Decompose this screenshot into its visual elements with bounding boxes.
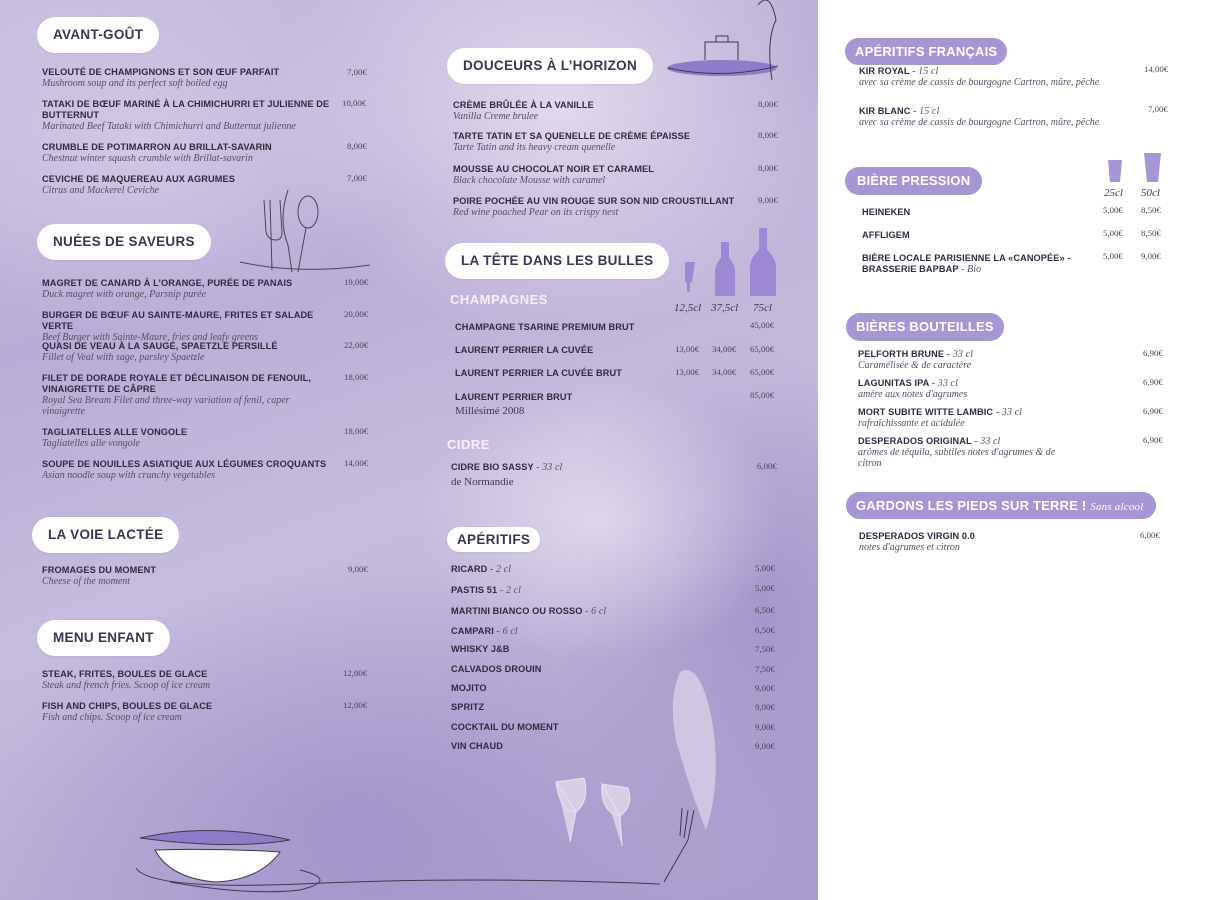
item-desc: Fish and chips. Scoop of ice cream [42,712,182,723]
item-price: 65,00€ [750,367,775,377]
item-note: - 2 cl [489,564,512,575]
menu-item [858,378,1098,400]
item-price: 34,00€ [712,367,737,377]
menu-item [42,669,327,691]
menu-item [42,459,337,481]
item-price: 6,90€ [1143,348,1163,358]
item-desc: Cheese of the moment [42,576,131,587]
menu-item [451,741,711,752]
menu-item [42,278,337,300]
menu-item [859,531,1099,553]
menu-item [42,99,337,132]
item-name: BIÈRE LOCALE PARISIENNE LA «CANOPÉE» - BRASSERIE BAPBAP [862,253,1071,274]
item-name: MOUSSE AU CHOCOLAT NOIR ET CARAMEL [453,164,654,174]
item-note: - 15 cl [912,66,939,77]
item-price: 8,00€ [758,99,778,109]
item-name: CHAMPAGNE TSARINE PREMIUM BRUT [455,322,635,332]
item-price: 9,00€ [755,741,775,751]
menu-item [42,565,327,587]
item-price: 18,00€ [344,372,369,382]
item-desc: arômes de téquila, subtiles notes d'agrumes & de citron [858,447,1056,469]
section-title-aperitifs-francais: APÉRITIFS FRANÇAIS [845,38,1007,65]
section-title-nuees: NUÉES DE SAVEURS [37,224,211,260]
item-desc: Royal Sea Bream Filet and three-way variation of fenil, caper vinaigrette [42,395,290,417]
item-name: QUASI DE VEAU À LA SAUGE, SPAETZLE PERSILLÉ [42,341,278,351]
item-name: CIDRE BIO SASSY [451,462,534,472]
menu-item [455,322,665,333]
item-name: VIN CHAUD [451,741,503,751]
menu-item [42,174,327,196]
item-desc: Caramélisée & de caractère [858,360,972,371]
item-price: 7,00€ [347,67,367,77]
item-note: - 33 cl [974,436,1001,447]
item-name: CAMPARI [451,626,494,636]
menu-item [42,427,332,449]
menu-item [451,462,681,488]
menu-item [858,436,1058,469]
fork-icon [664,808,694,882]
item-name: FROMAGES DU MOMENT [42,565,157,575]
item-name: DESPERADOS VIRGIN 0.0 [859,531,975,541]
item-name: TATAKI DE BŒUF MARINÉ À LA CHIMICHURRI ET JULIENNE DE BUTTERNUT [42,99,330,120]
item-price: 6,50€ [755,625,775,635]
menu-item [453,100,743,122]
item-name: VELOUTÉ DE CHAMPIGNONS ET SON ŒUF PARFAIT [42,67,280,77]
item-price: 13,00€ [675,344,700,354]
item-price: 12,00€ [343,700,368,710]
item-price: 22,00€ [344,340,369,350]
item-sub: de Normandie [451,476,514,488]
item-name: WHISKY J&B [451,644,510,654]
item-price: 9,00€ [1141,251,1161,261]
item-name: RICARD [451,564,488,574]
item-price: 10,00€ [342,98,367,108]
item-desc: Asian noodle soup with crunchy vegetables [42,470,216,481]
subheading-champagnes: CHAMPAGNES [450,292,548,307]
menu-item [453,164,743,186]
item-name: KIR BLANC [859,106,911,116]
item-note: - 33 cl [995,407,1022,418]
item-price: 34,00€ [712,344,737,354]
menu-item [451,585,711,596]
section-title-sans-alcool [846,492,1156,519]
item-name: LAGUNITAS IPA [858,378,930,388]
item-price: 85,00€ [750,390,775,400]
item-note: - Bio [961,264,982,275]
menu-item [455,345,665,356]
menu-item [455,392,665,417]
section-title-voie-lactee: LA VOIE LACTÉE [32,517,179,553]
item-price: 6,50€ [755,605,775,615]
wine-glasses-icon [556,778,630,846]
menu-item [42,341,337,363]
item-price: 7,50€ [755,644,775,654]
item-price: 20,00€ [344,309,369,319]
item-name: MORT SUBITE WITTE LAMBIC [858,407,994,417]
item-price: 8,00€ [347,141,367,151]
beer-glass-icons [1100,150,1170,186]
item-desc: avec sa crème de cassis de bourgogne Cartron, mûre, pêche [859,77,1100,88]
item-desc: Citrus and Mackerel Ceviche [42,185,160,196]
item-desc: Tagliatelles alle vongole [42,438,140,449]
item-name: SPRITZ [451,702,485,712]
item-desc: Black chocolate Mousse with caramel [453,175,606,186]
item-price: 9,00€ [755,683,775,693]
section-title-bulles: LA TÊTE DANS LES BULLES [445,243,669,279]
item-name: FISH AND CHIPS, BOULES DE GLACE [42,701,213,711]
item-price: 8,00€ [758,163,778,173]
item-name: LAURENT PERRIER LA CUVÉE BRUT [455,368,622,378]
item-note: - 33 cl [946,349,974,360]
item-price: 8,50€ [1141,228,1161,238]
item-name: MARTINI BIANCO OU ROSSO [451,606,583,616]
item-price: 5,00€ [1103,228,1123,238]
menu-item [42,67,327,89]
item-name: TARTE TATIN ET SA QUENELLE DE CRÈME ÉPAISSE [453,131,691,141]
item-price: 6,90€ [1143,377,1163,387]
menu-item [451,564,711,575]
item-price: 19,00€ [344,277,369,287]
menu-item [42,310,337,343]
item-name: LAURENT PERRIER BRUT [455,392,573,402]
item-price: 9,00€ [348,564,368,574]
section-title-avant-gout: AVANT-GOÛT [37,17,159,53]
menu-item [451,606,711,617]
menu-item [858,349,1098,371]
menu-item [451,683,711,694]
item-desc: notes d'agrumes et citron [859,542,960,553]
item-desc: Beef Burger with Sainte-Maure, fries and leafy greens [42,332,259,343]
item-desc: avec sa crème de cassis de bourgogne Cartron, mûre, pêche [859,117,1100,128]
item-name: CALVADOS DROUIN [451,664,542,674]
item-name: CEVICHE DE MAQUEREAU AUX AGRUMES [42,174,235,184]
item-desc: Steak and french fries. Scoop of ice cream [42,680,211,691]
item-price: 65,00€ [750,344,775,354]
item-price: 7,00€ [347,173,367,183]
item-desc: Marinated Beef Tataki with Chimichurri and Butternut julienne [42,121,296,132]
item-price: 6,00€ [1140,530,1160,540]
item-name: SOUPE DE NOUILLES ASIATIQUE AUX LÉGUMES CROQUANTS [42,459,327,469]
section-title-aperitifs: APÉRITIFS [447,527,540,552]
item-name: AFFLIGEM [862,230,910,240]
menu-item [858,407,1098,429]
item-desc: amère aux notes d'agrumes [858,389,968,400]
item-desc: Chestnut winter squash crumble with Brillat-savarin [42,153,253,164]
item-price: 9,00€ [758,195,778,205]
menu-item [451,702,711,713]
section-subtitle: Sans alcool [1090,501,1144,513]
item-desc: rafraîchissante et acidulée [858,418,965,429]
menu-item [42,142,327,164]
section-title-biere-pression: BIÈRE PRESSION [845,167,982,195]
menu-item [42,701,327,723]
menu-item [453,196,748,218]
item-name: PELFORTH BRUNE [858,349,945,359]
item-desc: Red wine poached Pear on its crispy nest [453,207,619,218]
item-price: 5,00€ [1103,251,1123,261]
cake-dome-icon [667,0,778,80]
size-label: 75cl [753,302,772,314]
item-name: CRÈME BRÛLÉE À LA VANILLE [453,100,594,110]
item-desc: Tarte Tatin and its heavy cream quenelle [453,142,616,153]
menu-item [451,644,711,655]
item-price: 9,00€ [755,722,775,732]
item-name: HEINEKEN [862,207,911,217]
item-name: DESPERADOS ORIGINAL [858,436,972,446]
item-price: 6,90€ [1143,435,1163,445]
item-note: - 33 cl [536,462,563,473]
item-price: 18,00€ [344,426,369,436]
subheading-cidre: CIDRE [447,437,490,452]
bottle-icons [685,228,776,296]
size-label: 25cl [1104,187,1123,199]
item-name: KIR ROYAL [859,66,910,76]
item-price: 9,00€ [755,702,775,712]
section-title-menu-enfant: MENU ENFANT [37,620,170,656]
item-price: 8,00€ [758,130,778,140]
section-title-douceurs: DOUCEURS À L’HORIZON [447,48,653,84]
item-price: 12,00€ [343,668,368,678]
item-price: 5,00€ [1103,205,1123,215]
item-name: MAGRET DE CANARD À L’ORANGE, PURÉE DE PANAIS [42,278,293,288]
item-note: - 2 cl [499,585,521,596]
item-name: LAURENT PERRIER LA CUVÉE [455,345,594,355]
menu-item [862,207,1092,218]
menu-item [862,253,1072,275]
item-price: 7,50€ [755,664,775,674]
cutlery-icon [240,190,370,272]
item-note: - 33 cl [931,378,958,389]
menu-item [453,131,743,153]
menu-item [42,373,332,417]
size-label: 50cl [1141,187,1160,199]
item-name: STEAK, FRITES, BOULES DE GLACE [42,669,208,679]
item-desc: Vanilla Creme brulee [453,111,539,122]
item-price: 5,00€ [755,583,775,593]
item-name: POIRE POCHÉE AU VIN ROUGE SUR SON NID CROUSTILLANT [453,196,735,206]
item-name: MOJITO [451,683,487,693]
item-name: TAGLIATELLES ALLE VONGOLE [42,427,188,437]
item-name: CRUMBLE DE POTIMARRON AU BRILLAT-SAVARIN [42,142,272,152]
item-price: 13,00€ [675,367,700,377]
menu-item [859,106,1104,128]
item-name: BURGER DE BŒUF AU SAINTE-MAURE, FRITES ET SALADE VERTE [42,310,314,331]
item-desc: Fillet of Veal with sage, parsley Spaetzle [42,352,205,363]
menu-item [451,664,711,675]
item-note: - 6 cl [585,606,607,617]
item-name: COCKTAIL DU MOMENT [451,722,559,732]
item-price: 14,00€ [1144,64,1169,74]
item-desc: Duck magret with orange, Parsnip purée [42,289,207,300]
size-label: 12,5cl [674,302,702,314]
item-note: - 6 cl [496,626,518,637]
menu-item [451,722,711,733]
item-name: PASTIS 51 [451,585,498,595]
item-price: 14,00€ [344,458,369,468]
item-price: 7,00€ [1148,104,1168,114]
section-title-text: GARDONS LES PIEDS SUR TERRE ! [856,498,1087,513]
item-note: - 15 cl [913,106,940,117]
item-price: 5,00€ [755,563,775,573]
item-price: 6,90€ [1143,406,1163,416]
item-price: 8,50€ [1141,205,1161,215]
item-desc: Mushroom soup and its perfect soft boiled egg [42,78,228,89]
menu-item [862,230,1092,241]
bowl-icon [136,830,660,891]
menu-item [859,66,1104,88]
item-name: FILET DE DORADE ROYALE ET DÉCLINAISON DE FENOUIL, VINAIGRETTE DE CÂPRE [42,373,311,394]
menu-item [451,626,711,637]
section-title-bieres-bouteilles: BIÈRES BOUTEILLES [846,313,1004,341]
size-label: 37,5cl [711,302,739,314]
item-price: 45,00€ [750,320,775,330]
item-price: 6,00€ [757,461,777,471]
item-sub: Millésimé 2008 [455,405,525,417]
menu-item [455,368,665,379]
